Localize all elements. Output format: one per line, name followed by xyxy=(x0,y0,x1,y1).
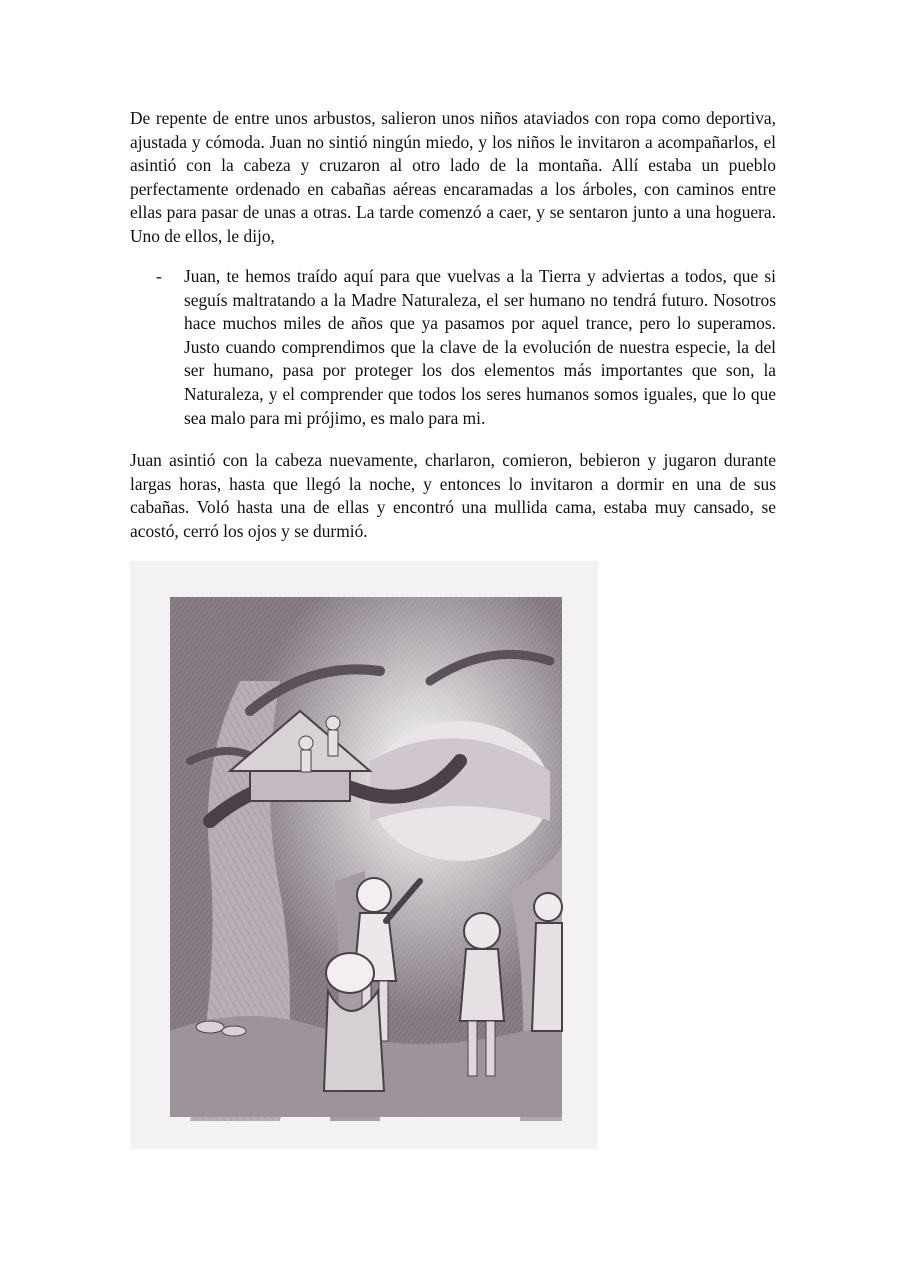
pencil-sketch-image xyxy=(130,561,598,1149)
child-right-edge xyxy=(532,893,562,1031)
dialogue-item xyxy=(156,265,776,430)
paragraph-night: Juan asintió con la cabeza nuevamente, charlaron, comieron, bebieron y jugaron durante largas horas, hasta que llegó la noche, y entonces lo invitaron a dormir en una de sus cabañas. Voló hasta una de ellas y encontró una mullida cama, estaba muy cansado, se acostó, cerró los ojos y se durmió. xyxy=(130,450,776,541)
treehouse-platform xyxy=(250,771,350,801)
forest-illustration xyxy=(130,561,598,1149)
dialogue-list xyxy=(156,265,776,430)
dialogue-dash: - xyxy=(156,266,162,286)
paragraph-intro: De repente de entre unos arbustos, salieron unos niños ataviados con ropa como deportiva, ajustada y cómoda. Juan no sintió ningún miedo, y los niños le invitaron a acompañarlos, el asintió con la cabeza y cruzaron al otro lado de la montaña. Allí estaba un pueblo perfectamente ordenado en cabañas aéreas encaramadas a los árboles, con caminos entre ellas para pasar de unas a otras. La tarde comenzó a caer, y se sentaron junto a una hoguera. Uno de ellos, le dijo, xyxy=(130,108,776,246)
dialogue-text: Juan, te hemos traído aquí para que vuelvas a la Tierra y adviertas a todos, que si seguís maltratando a la Madre Naturaleza, el ser humano no tendrá futuro. Nosotros hace muchos miles de años que ya pasamos por aquel trance, pero lo superamos. Justo cuando comprendimos que la clave de la evolución de nuestra especie, la del ser humano, pasa por proteger los dos elementos más importantes que son, la Naturaleza, y el comprender que todos los seres humanos somos iguales, que lo que sea malo para mi prójimo, es malo para mi. xyxy=(184,266,776,428)
